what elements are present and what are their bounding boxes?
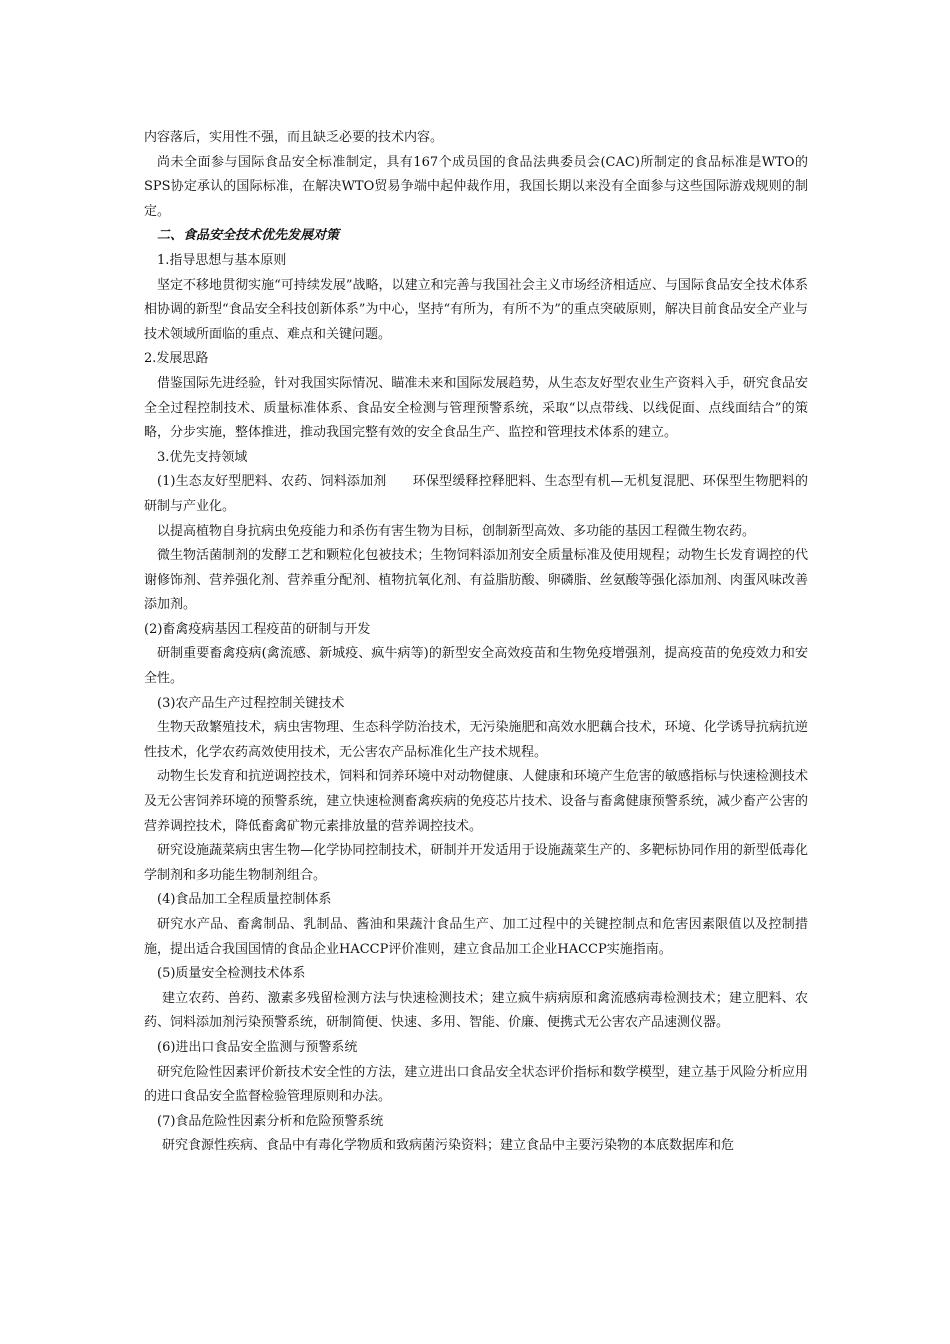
paragraph-3: 坚定不移地贯彻实施“可持续发展”战略，以建立和完善与我国社会主义市场经济相适应、与国际食品安全技术体系相协调的新型“食品安全科技创新体系”为中心，坚持“有所为，有所不为”的重点突破原则，解决目前食品安全产业与技术领域所面临的重点、难点和关键问题。: [144, 277, 808, 342]
subheading-process-control: (3)农产品生产过程控制关键技术: [157, 695, 345, 711]
subheading-risk-analysis: (7)食品危险性因素分析和危险预警系统: [157, 1113, 384, 1129]
paragraph-1: 内容落后，实用性不强，而且缺乏必要的技术内容。: [144, 130, 444, 145]
subheading-priority-areas: 3.优先支持领域: [157, 449, 248, 465]
paragraph-9: 生物天敌繁殖技术，病虫害物理、生态科学防治技术，无污染施肥和高效水肥藕合技术，环境、化学诱导抗病抗逆性技术，化学农药高效使用技术，无公害农产品标准化生产技术规程。: [144, 720, 808, 760]
paragraph-8: 研制重要畜禽疫病(禽流感、新城疫、疯牛病等)的新型安全高效疫苗和生物免疫增强剂，提高疫苗的免疫效力和安全性。: [144, 646, 808, 687]
paragraph-2: 尚未全面参与国际食品安全标准制定，具有167个成员国的食品法典委员会(CAC)所制定的食品标准是WTO的SPS协定承认的国际标准，在解决WTO贸易争端中起仲裁作用，我国长期以来没有全面参与这些国际游戏规则的制定。: [144, 154, 808, 219]
paragraph-6: 以提高植物自身抗病虫免疫能力和杀伤有害生物为目标，创制新型高效、多功能的基因工程微生物农药。: [157, 523, 756, 539]
paragraph-13: 建立农药、兽药、激素多残留检测方法与快速检测技术；建立疯牛病病原和禽流感病毒检测技术；建立肥料、农药、饲料添加剂污染预警系统，研制简便、快速、多用、智能、价廉、便携式无公害农产品速测仪器。: [144, 990, 808, 1031]
paragraph-11: 研究设施蔬菜病虫害生物—化学协同控制技术，研制并开发适用于设施蔬菜生产的、多靶标协同作用的新型低毒化学制剂和多功能生物制剂组合。: [144, 843, 808, 883]
subheading-vaccine: (2)畜禽疫病基因工程疫苗的研制与开发: [144, 621, 371, 637]
subheading-guiding-principles: 1.指导思想与基本原则: [157, 252, 287, 268]
subheading-food-processing: (4)食品加工全程质量控制体系: [157, 892, 332, 908]
subheading-import-export: (6)进出口食品安全监测与预警系统: [157, 1039, 358, 1055]
paragraph-14: 研究危险性因素评价新技术安全性的方法，建立进出口食品安全状态评价指标和数学模型，建立基于风险分析应用的进口食品安全监督检验管理原则和办法。: [144, 1064, 808, 1105]
section-heading: 二、食品安全技术优先发展对策: [157, 228, 340, 244]
subheading-quality-testing: (5)质量安全检测技术体系: [157, 966, 306, 982]
paragraph-7: 微生物活菌制剂的发酵工艺和颗粒化包被技术；生物饲料添加剂安全质量标准及使用规程；动物生长发育调控的代谢修饰剂、营养强化剂、营养重分配剂、植物抗氧化剂、有益脂肪酸、卵磷脂、丝氨酸等强化添加剂、肉蛋风味改善添加剂。: [144, 548, 808, 613]
paragraph-12: 研究水产品、畜禽制品、乳制品、酱油和果蔬汁食品生产、加工过程中的关键控制点和危害因素限值以及控制措施，提出适合我国国情的食品企业HACCP评价准则，建立食品加工企业HACCP实施指南。: [144, 917, 808, 957]
paragraph-10: 动物生长发育和抗逆调控技术，饲料和饲养环境中对动物健康、人健康和环境产生危害的敏感指标与快速检测技术及无公害饲养环境的预警系统，建立快速检测畜禽疾病的免疫芯片技术、设备与畜禽健康预警系统，减少畜产公害的营养调控技术，降低畜禽矿物元素排放量的营养调控技术。: [144, 769, 808, 834]
paragraph-15: 研究食源性疾病、食品中有毒化学物质和致病菌污染资料；建立食品中主要污染物的本底数据库和危: [162, 1138, 735, 1154]
paragraph-5: (1)生态友好型肥料、农药、饲料添加剂 环保型缓释控释肥料、生态型有机—无机复混肥、环保型生物肥料的研制与产业化。: [144, 474, 808, 514]
document-page: [144, 126, 808, 1159]
subheading-development-ideas: 2.发展思路: [144, 351, 209, 367]
paragraph-4: 借鉴国际先进经验，针对我国实际情况、瞄准未来和国际发展趋势，从生态友好型农业生产资料入手，研究食品安全全过程控制技术、质量标准体系、食品安全检测与管理预警系统，采取“以点带线、以线促面、点线面结合”的策略，分步实施，整体推进，推动我国完整有效的安全食品生产、监控和管理技术体系的建立。: [144, 375, 808, 441]
